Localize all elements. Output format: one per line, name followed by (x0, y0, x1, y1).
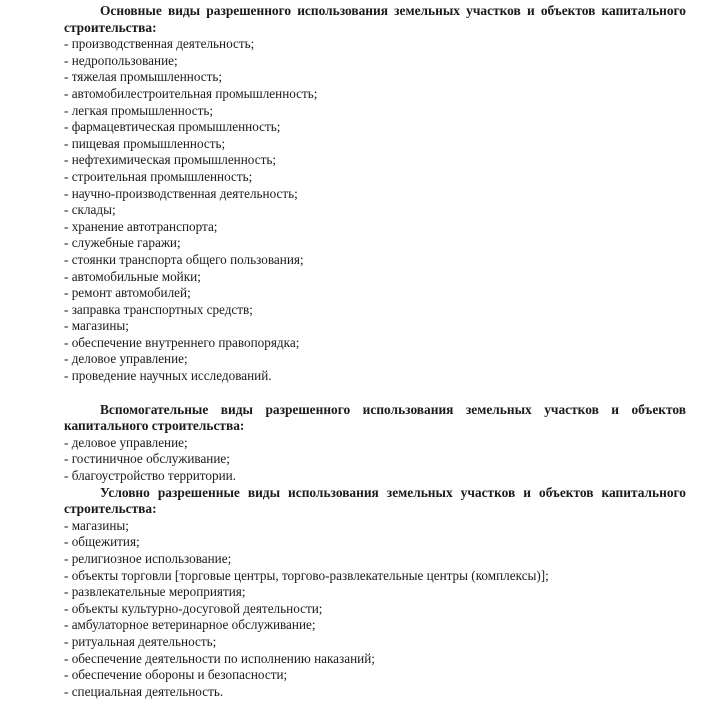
main-uses-list (64, 36, 686, 384)
list-item: - специальная деятельность. (64, 683, 224, 699)
list-item: - производственная деятельность; (64, 36, 255, 52)
list-item: - деловое управление; (64, 351, 188, 367)
section-heading: Условно разрешенные виды использования земельных участков и объектов капитального строительства: (64, 484, 686, 517)
list-item: - обеспечение внутреннего правопорядка; (64, 334, 300, 350)
list-item: - ритуальная деятельность; (64, 633, 217, 649)
list-item: - проведение научных исследований. (64, 368, 272, 384)
list-item: - тяжелая промышленность; (64, 69, 223, 85)
list-item: - амбулаторное ветеринарное обслуживание; (64, 617, 316, 633)
list-item: - обеспечение деятельности по исполнению наказаний; (64, 650, 375, 666)
section-heading: Вспомогательные виды разрешенного использования земельных участков и объектов капитального строительства: (64, 401, 686, 434)
list-item: - магазины; (64, 318, 129, 334)
list-item: - служебные гаражи; (64, 235, 181, 251)
list-item: - развлекательные мероприятия; (64, 584, 246, 600)
list-item: - нефтехимическая промышленность; (64, 152, 277, 168)
list-item: - легкая промышленность; (64, 102, 214, 118)
document-body (64, 3, 686, 700)
list-item: - стоянки транспорта общего пользования; (64, 251, 304, 267)
conditional-uses-list (64, 518, 686, 701)
list-item: - благоустройство территории. (64, 468, 236, 484)
list-item: - религиозное использование; (64, 551, 232, 566)
list-item: - деловое управление; (64, 434, 188, 450)
list-item: - обеспечение обороны и безопасности; (64, 667, 288, 683)
list-item: - автомобилестроительная промышленность; (64, 85, 318, 101)
list-item: - заправка транспортных средств; (64, 301, 253, 317)
list-item: - гостиничное обслуживание; (64, 451, 230, 467)
list-item: - автомобильные мойки; (64, 268, 201, 284)
list-item: - строительная промышленность; (64, 168, 253, 184)
auxiliary-uses-list (64, 435, 686, 485)
list-item: - фармацевтическая промышленность; (64, 119, 281, 135)
list-item: - объекты торговли [торговые центры, торгово-развлекательные центры (комплексы)]; (64, 567, 549, 583)
section-auxiliary-uses (64, 402, 686, 485)
section-heading: Основные виды разрешенного использования земельных участков и объектов капитального строительства: (64, 3, 686, 35)
list-item: - пищевая промышленность; (64, 135, 226, 151)
list-item: - магазины; (64, 517, 129, 533)
list-item: - научно-производственная деятельность; (64, 185, 298, 201)
section-main-uses (64, 3, 686, 385)
list-item: - объекты культурно-досуговой деятельности; (64, 600, 323, 616)
list-item: - склады; (64, 202, 116, 218)
list-item: - ремонт автомобилей; (64, 285, 191, 301)
section-conditional-uses (64, 485, 686, 701)
list-item: - хранение автотранспорта; (64, 218, 218, 234)
list-item: - недропользование; (64, 52, 178, 68)
list-item: - общежития; (64, 534, 140, 550)
